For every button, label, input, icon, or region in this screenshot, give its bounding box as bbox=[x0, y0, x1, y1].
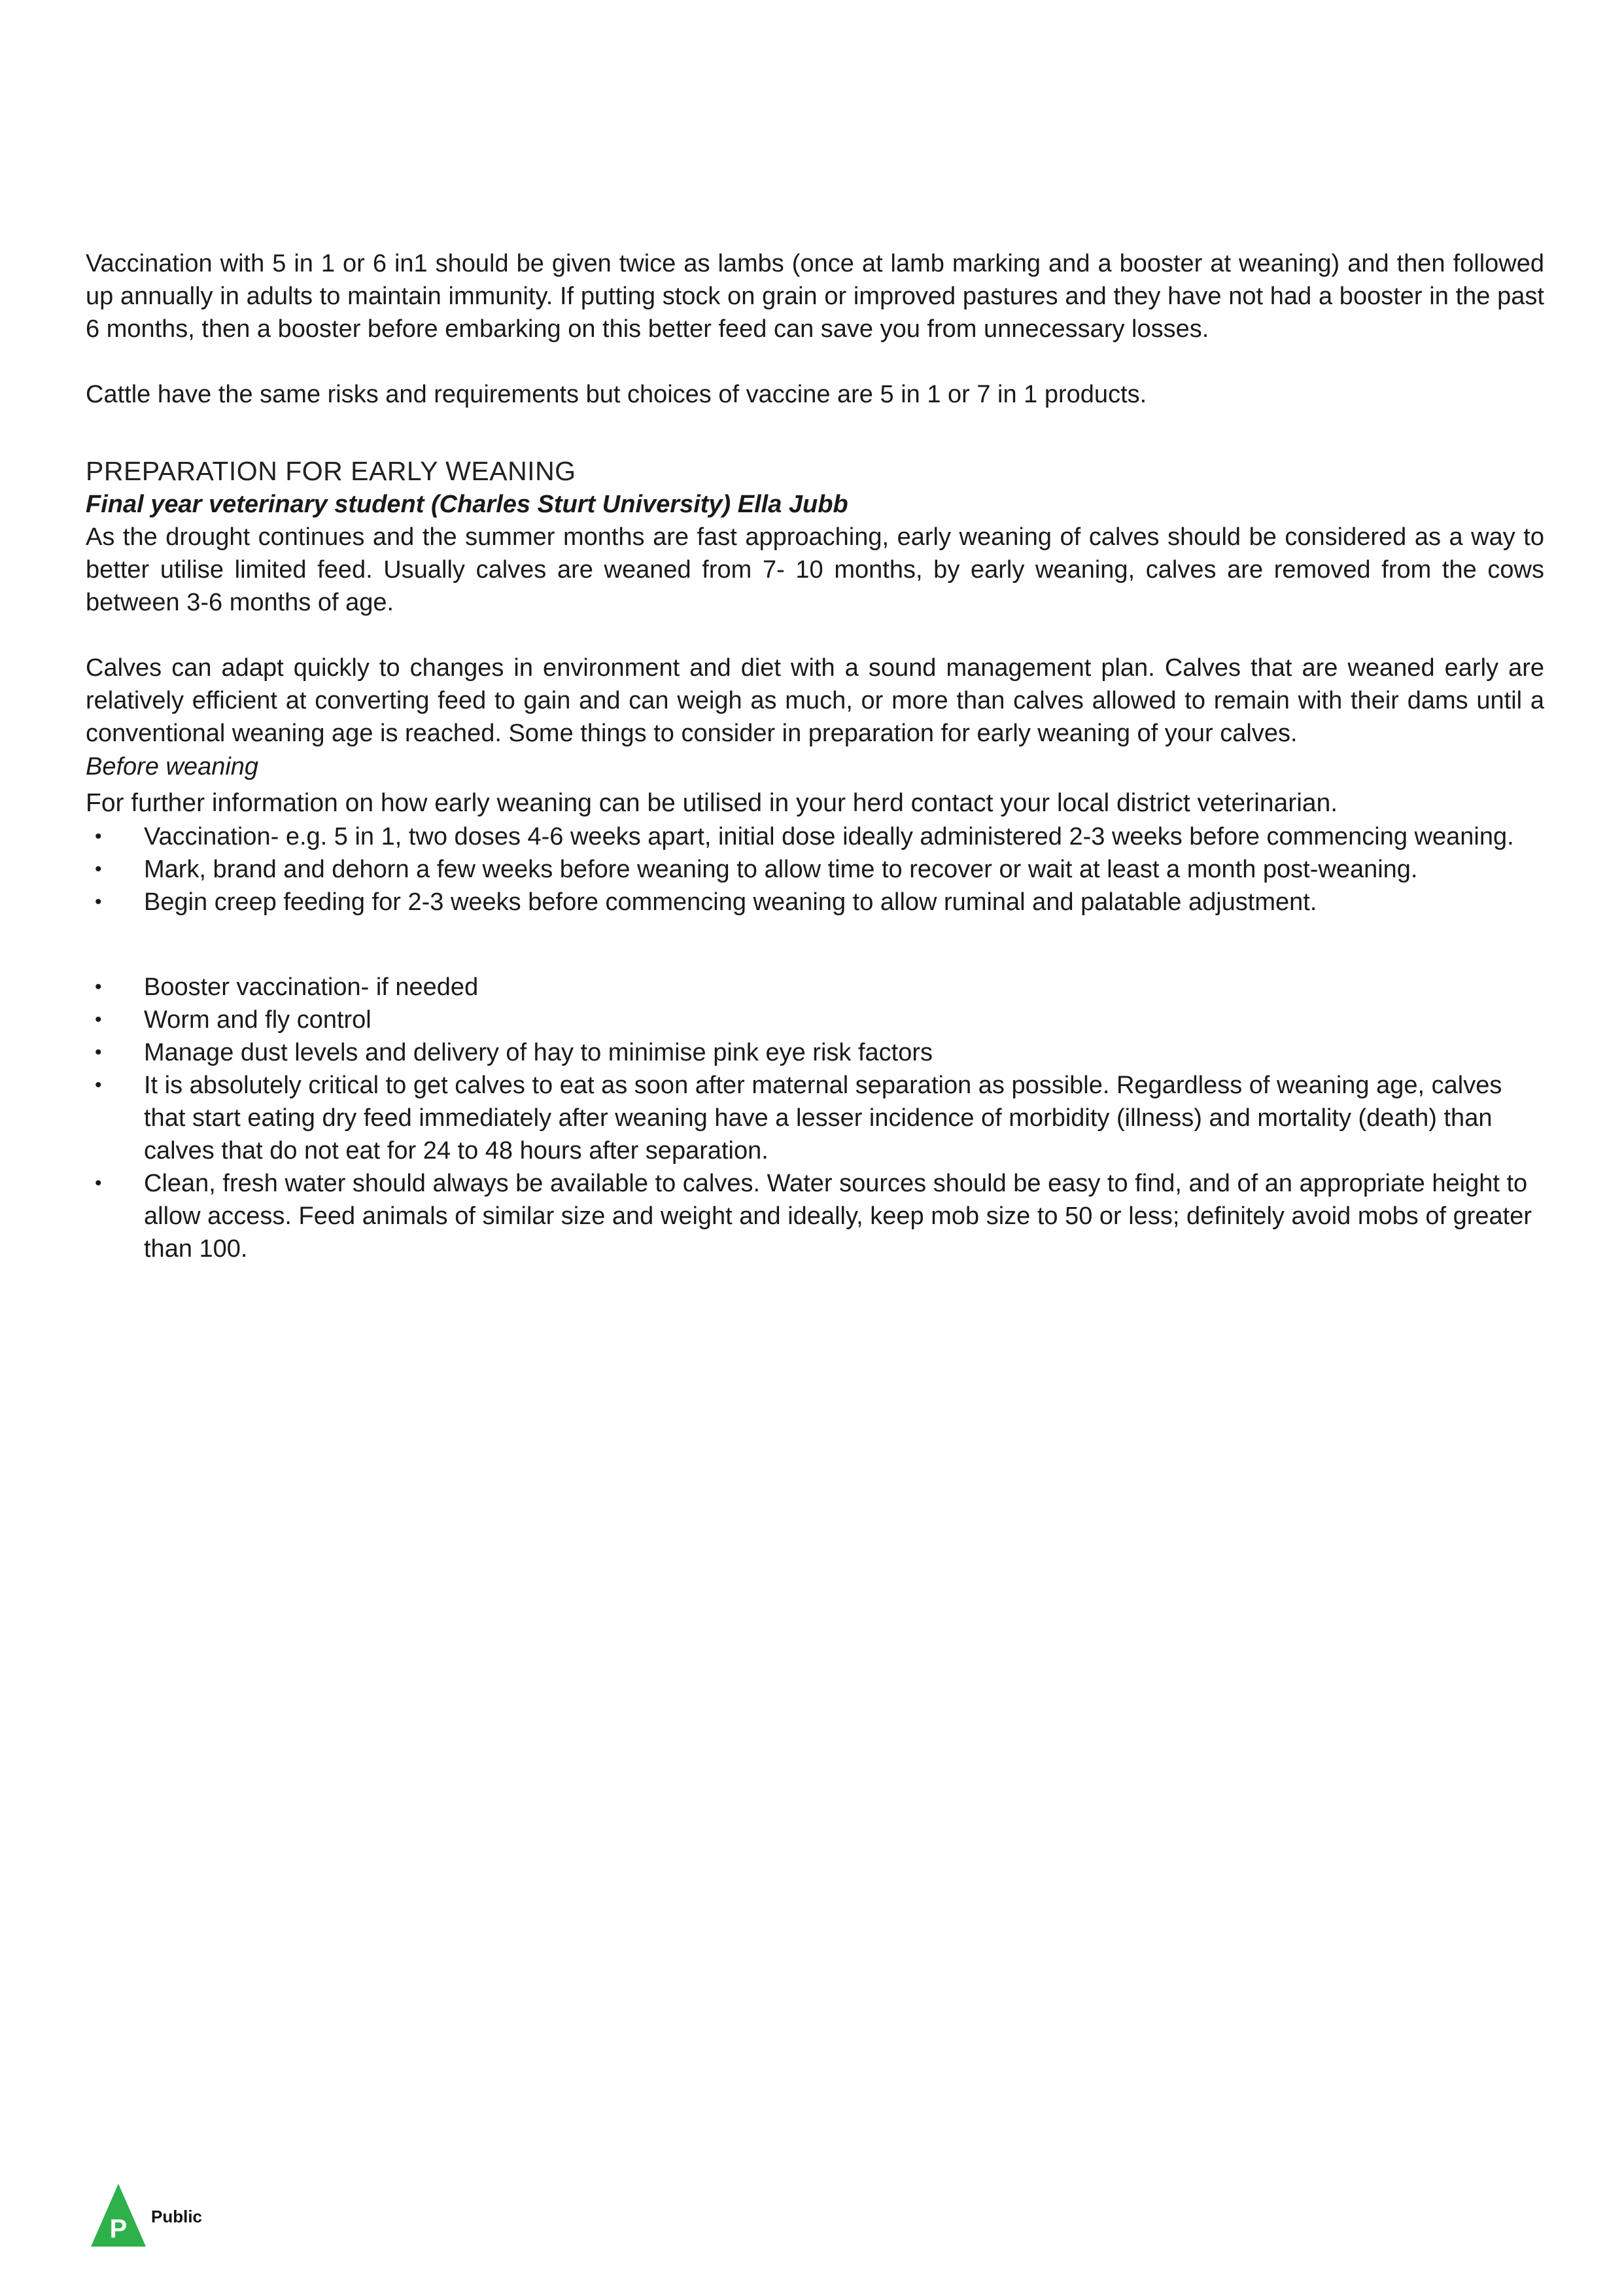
section-author: Final year veterinary student (Charles Sturt University) Ella Jubb bbox=[86, 491, 848, 518]
list-item: • Mark, brand and dehorn a few weeks before weaning to allow time to recover or wait at least a month post-weaning. bbox=[86, 853, 1544, 886]
list-item: • It is absolutely critical to get calves to eat as soon after maternal separation as possible. Regardless of weaning age, calves that start eating dry feed immediately after weaning have a lesser incidence of morbidity (illness) and mortality (death) than calves that do not eat for 24 to 48 hours after separation. bbox=[86, 1069, 1544, 1167]
list-item: • Vaccination- e.g. 5 in 1, two doses 4-6 weeks apart, initial dose ideally administered 2-3 weeks before commencing weaning. bbox=[86, 820, 1544, 853]
list-item: • Worm and fly control bbox=[86, 1004, 1544, 1036]
intro-paragraph-2: Cattle have the same risks and requirements but choices of vaccine are 5 in 1 or 7 in 1 products. bbox=[86, 381, 1147, 408]
bullet-icon: • bbox=[95, 826, 102, 847]
list-item: • Manage dust levels and delivery of hay to minimise pink eye risk factors bbox=[86, 1036, 1544, 1069]
badge-letter: P bbox=[109, 2215, 128, 2243]
bullet-icon: • bbox=[95, 891, 102, 913]
intro-paragraph-1: Vaccination with 5 in 1 or 6 in1 should be given twice as lambs (once at lamb marking and a booster at weaning) and then followed up annually in adults to maintain immunity. If putting stock on grain or improved pastures and they have not had a booster in the past 6 months, then a booster before embarking on this better feed can save you from unnecessary losses. bbox=[86, 250, 1544, 343]
public-triangle-icon bbox=[91, 2184, 146, 2247]
bullet-icon: • bbox=[95, 1172, 102, 1194]
public-classification-badge bbox=[91, 2184, 202, 2247]
bullet-list-at-weaning bbox=[86, 971, 1544, 1265]
section-paragraph-2: Calves can adapt quickly to changes in environment and diet with a sound management plan. Calves that are weaned early are relatively efficient at converting feed to gain and can weigh as much, or more than calves allowed to remain with their dams until a conventional weaning age is reached. Some things to consider in preparation for early weaning of your calves. bbox=[86, 654, 1544, 747]
subheading-before-weaning: Before weaning bbox=[86, 753, 259, 780]
bullet-icon: • bbox=[95, 1074, 102, 1096]
further-info-note: For further information on how early weaning can be utilised in your herd contact your local district veterinarian. bbox=[86, 789, 1338, 817]
bullet-icon: • bbox=[95, 1009, 102, 1030]
bullet-icon: • bbox=[95, 858, 102, 880]
list-item: • Booster vaccination- if needed bbox=[86, 971, 1544, 1004]
document-body bbox=[86, 247, 1544, 1265]
list-item: • Begin creep feeding for 2-3 weeks before commencing weaning to allow ruminal and palatable adjustment. bbox=[86, 886, 1544, 919]
section-paragraph-1: As the drought continues and the summer months are fast approaching, early weaning of calves should be considered as a way to better utilise limited feed. Usually calves are weaned from 7- 10 months, by early weaning, calves are removed from the cows between 3-6 months of age. bbox=[86, 523, 1544, 616]
public-label: Public bbox=[151, 2207, 203, 2226]
section-title: PREPARATION FOR EARLY WEANING bbox=[86, 456, 576, 486]
list-item: • Clean, fresh water should always be available to calves. Water sources should be easy to find, and of an appropriate height to allow access. Feed animals of similar size and weight and ideally, keep mob size to 50 or less; definitely avoid mobs of greater than 100. bbox=[86, 1167, 1544, 1265]
bullet-list-before-weaning bbox=[86, 820, 1544, 919]
bullet-icon: • bbox=[95, 976, 102, 998]
bullet-icon: • bbox=[95, 1042, 102, 1063]
